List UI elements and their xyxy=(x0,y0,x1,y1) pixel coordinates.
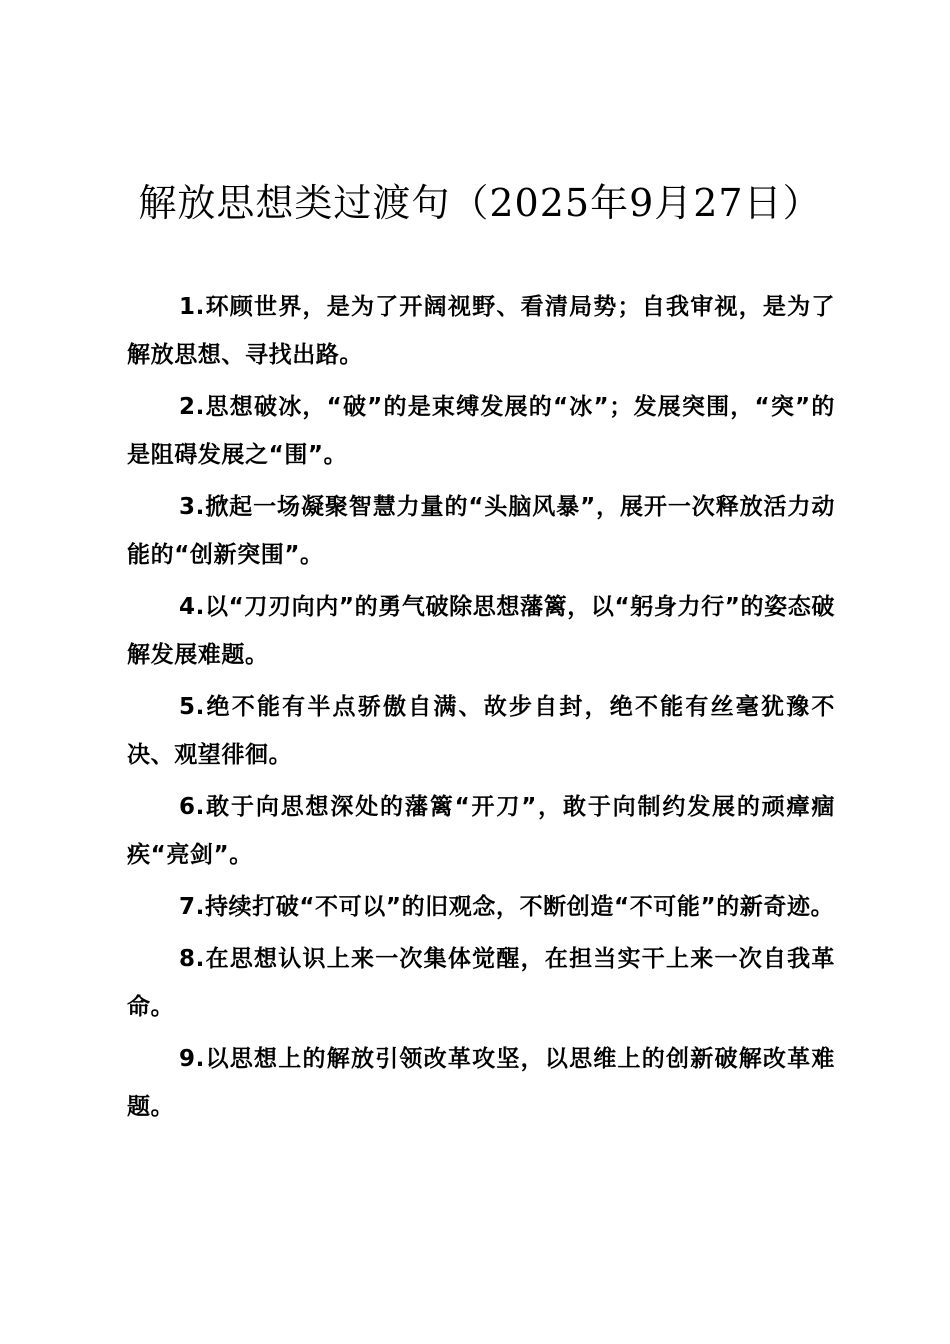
list-item: 6.敢于向思想深处的藩篱“开刀”，敢于向制约发展的顽瘴痼疾“亮剑”。 xyxy=(127,794,835,868)
list-item: 1.环顾世界，是为了开阔视野、看清局势；自我审视，是为了解放思想、寻找出路。 xyxy=(127,294,835,368)
list-item: 2.思想破冰，“破”的是束缚发展的“冰”；发展突围，“突”的是阻碍发展之“围”。 xyxy=(127,394,835,468)
list-item: 7.持续打破“不可以”的旧观念，不断创造“不可能”的新奇迹。 xyxy=(179,894,835,920)
transition-sentence-list xyxy=(127,283,835,1135)
list-item: 9.以思想上的解放引领改革攻坚，以思维上的创新破解改革难题。 xyxy=(127,1046,835,1120)
page-title: 解放思想类过渡句（2025年9月27日） xyxy=(138,181,822,225)
list-item: 8.在思想认识上来一次集体觉醒，在担当实干上来一次自我革命。 xyxy=(127,946,835,1020)
list-item: 3.掀起一场凝聚智慧力量的“头脑风暴”，展开一次释放活力动能的“创新突围”。 xyxy=(127,494,835,568)
list-item: 4.以“刀刃向内”的勇气破除思想藩篱，以“躬身力行”的姿态破解发展难题。 xyxy=(127,594,835,668)
list-item: 5.绝不能有半点骄傲自满、故步自封，绝不能有丝毫犹豫不决、观望徘徊。 xyxy=(127,694,835,768)
